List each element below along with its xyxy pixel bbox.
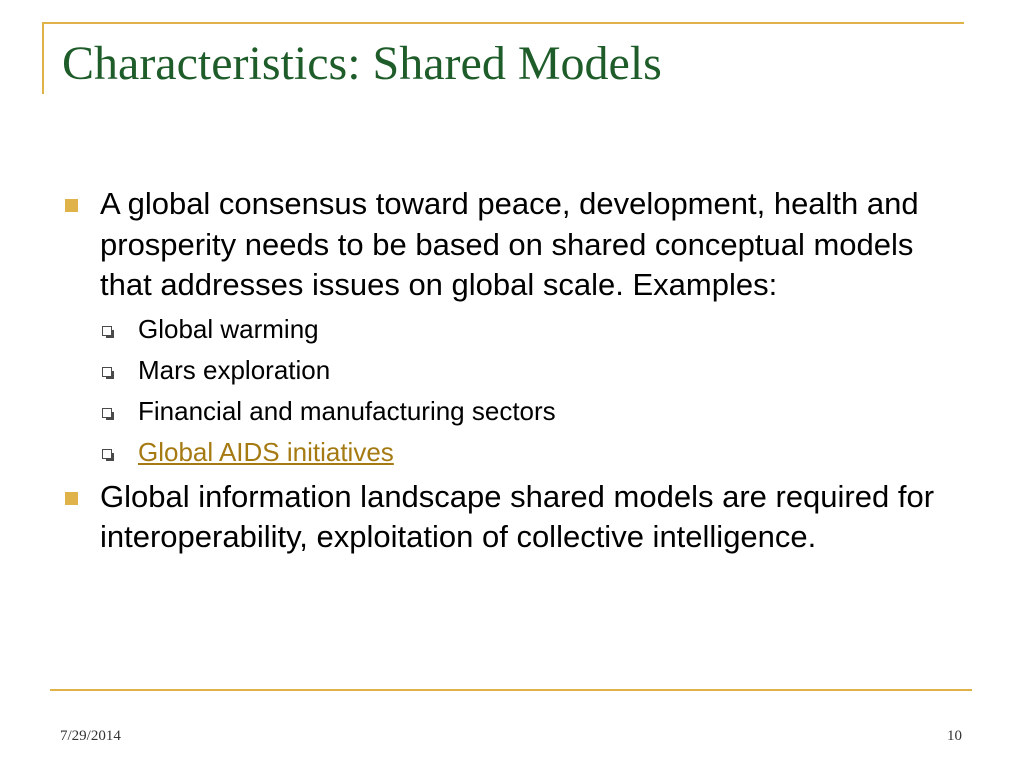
bullet-item-consensus [62, 184, 962, 306]
examples-sublist [62, 312, 962, 469]
page-number: 10 [947, 728, 962, 744]
subitem-financial-sectors [100, 394, 962, 428]
hollow-square-bullet-icon [102, 449, 112, 459]
subitem-global-warming [100, 312, 962, 346]
frame-top-line [42, 22, 964, 24]
subitem-text: Mars exploration [138, 354, 331, 385]
filled-square-bullet-icon [65, 492, 78, 505]
footer-date: 7/29/2014 [60, 728, 121, 744]
subitem-text: Global warming [138, 313, 319, 344]
filled-square-bullet-icon [65, 199, 78, 212]
bullet-item-information-landscape [62, 477, 962, 558]
hollow-square-bullet-icon [102, 367, 112, 377]
hollow-square-bullet-icon [102, 408, 112, 418]
footer-divider-line [50, 689, 972, 691]
subitem-text: Financial and manufacturing sectors [138, 395, 556, 426]
bullet-text: Global information landscape shared models are required for interoperability, exploitation of collective intelligence. [100, 478, 935, 554]
bullet-text: A global consensus toward peace, development, health and prosperity needs to be based on shared conceptual models that addresses issues on global scale. Examples: [100, 186, 919, 302]
slide-content [62, 184, 962, 560]
frame-left-line [42, 22, 44, 94]
hollow-square-bullet-icon [102, 326, 112, 336]
subitem-mars-exploration [100, 353, 962, 387]
subitem-global-aids [100, 435, 962, 469]
slide-title: Characteristics: Shared Models [62, 37, 662, 90]
global-aids-link[interactable]: Global AIDS initiatives [138, 436, 394, 467]
